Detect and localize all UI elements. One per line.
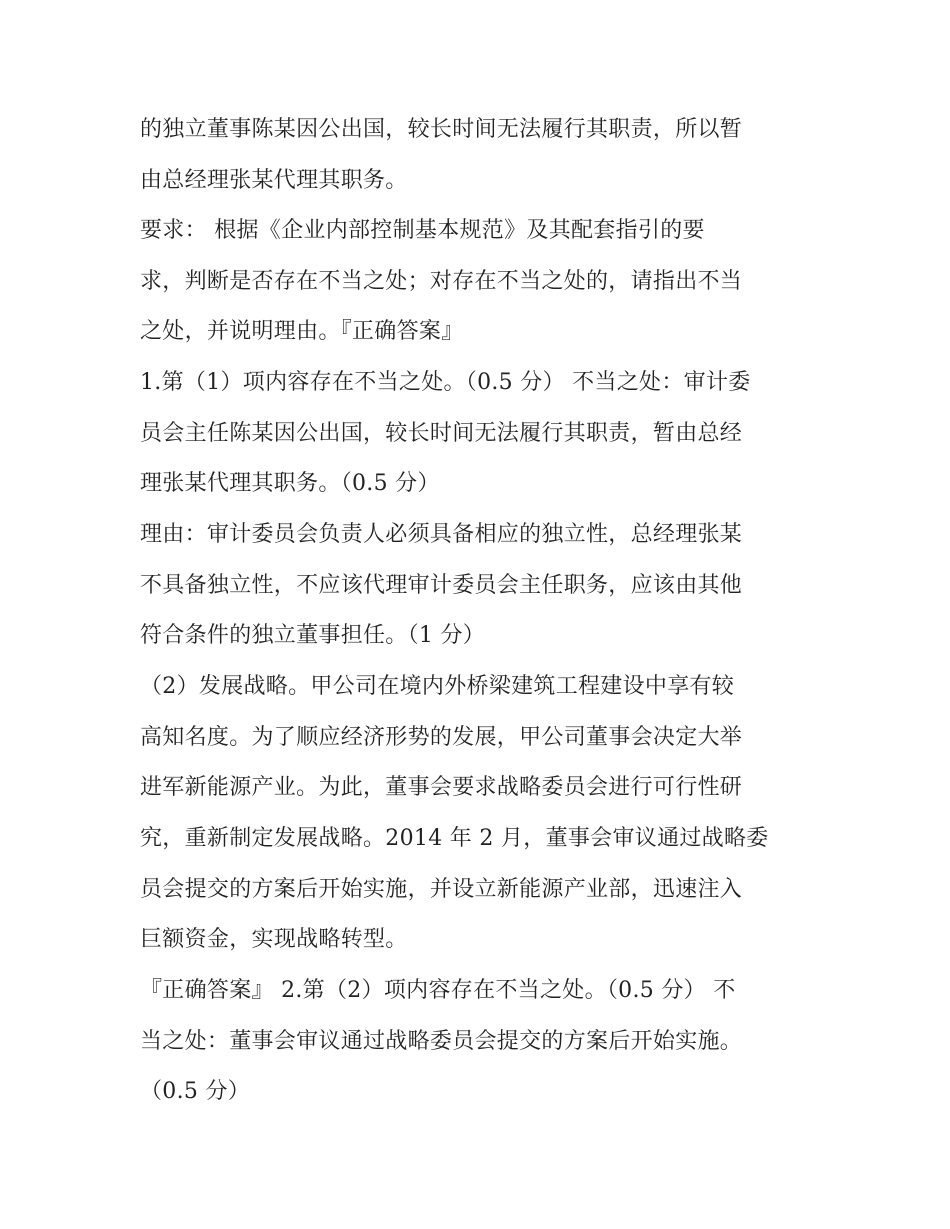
- text-line: 理张某代理其职务。（0.5 分）: [140, 471, 440, 496]
- text-line: 由总经理张某代理其职务。: [140, 168, 408, 193]
- text-line: 理由：审计委员会负责人必须具备相应的独立性，总经理张某: [140, 522, 743, 547]
- text-line: 1.第（1）项内容存在不当之处。（0.5 分） 不当之处：审计委: [140, 370, 751, 395]
- text-line: 当之处：董事会审议通过战略委员会提交的方案后开始实施。: [140, 1029, 743, 1054]
- text-line: 要求： 根据《企业内部控制基本规范》及其配套指引的要: [140, 218, 705, 243]
- text-line: 的独立董事陈某因公出国，较长时间无法履行其职责，所以暂: [140, 117, 743, 142]
- text-line: 符合条件的独立董事担任。（1 分）: [140, 623, 486, 648]
- text-line: （0.5 分）: [140, 1079, 251, 1104]
- text-line: 高知名度。为了顺应经济形势的发展，甲公司董事会决定大举: [140, 725, 743, 750]
- text-line: 不具备独立性，不应该代理审计委员会主任职务，应该由其他: [140, 573, 743, 598]
- text-line: 进军新能源产业。为此，董事会要求战略委员会进行可行性研: [140, 775, 743, 800]
- text-line: 员会提交的方案后开始实施，并设立新能源产业部，迅速注入: [140, 877, 743, 902]
- text-line: 求，判断是否存在不当之处；对存在不当之处的，请指出不当: [140, 269, 743, 294]
- text-line: 『正确答案』 2.第（2）项内容存在不当之处。（0.5 分） 不: [140, 978, 736, 1003]
- text-line: 巨额资金，实现战略转型。: [140, 927, 408, 952]
- text-line: 员会主任陈某因公出国，较长时间无法履行其职责，暂由总经: [140, 421, 743, 446]
- text-line: 究，重新制定发展战略。2014 年 2 月，董事会审议通过战略委: [140, 826, 769, 851]
- text-line: 之处，并说明理由。『正确答案』: [140, 319, 464, 344]
- text-line: （2）发展战略。甲公司在境内外桥梁建筑工程建设中享有较: [140, 674, 735, 699]
